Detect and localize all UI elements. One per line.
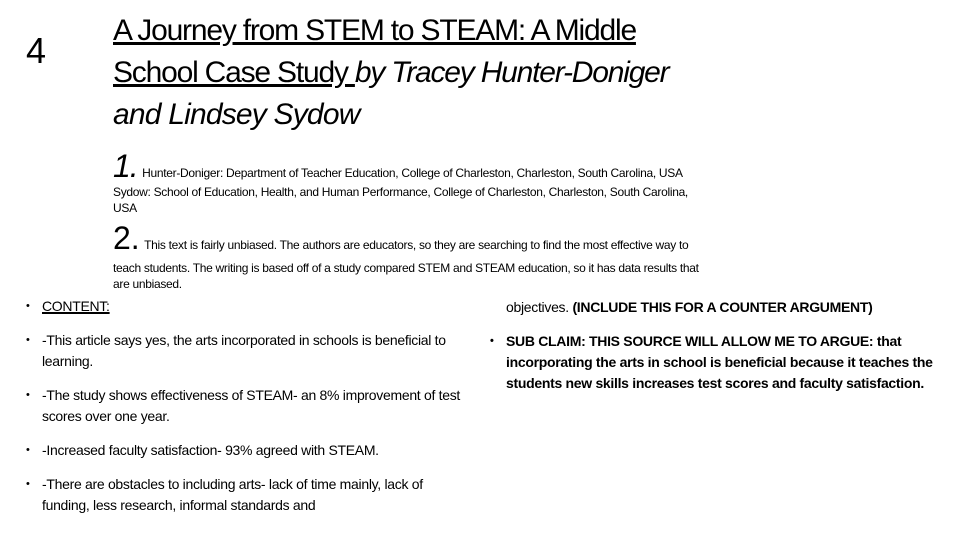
item-1	[113, 148, 683, 185]
bullet: • -There are obstacles to including arts- lack of time mainly, lack of funding, less research, informal standards and	[26, 474, 466, 516]
item-1-cont-line-2: USA	[113, 201, 137, 215]
title-line-2	[113, 56, 668, 90]
right-column	[490, 297, 950, 407]
content-heading	[26, 296, 466, 317]
sub-claim: • SUB CLAIM: THIS SOURCE WILL ALLOW ME TO ARGUE: that incorporating the arts in school is beneficial because it teaches the students new skills increases test scores and faculty satisfaction.	[490, 331, 950, 394]
item-1-marker: 1.	[113, 148, 138, 184]
title-line-3: and Lindsey Sydow	[113, 98, 360, 131]
content-heading-text: CONTENT:	[42, 298, 110, 314]
bullet: • -Increased faculty satisfaction- 93% agreed with STEAM.	[26, 440, 466, 461]
counter-argument-note: (INCLUDE THIS FOR A COUNTER ARGUMENT)	[572, 299, 873, 315]
left-column	[26, 296, 466, 529]
item-2-cont-line: teach students. The writing is based off of a study compared STEM and STEAM education, so it has data results that	[113, 261, 699, 275]
item-2	[113, 220, 688, 257]
item-1-text: Hunter-Doniger: Department of Teacher Education, College of Charleston, Charleston, South Carolina, USA	[142, 166, 683, 180]
title-line-1: A Journey from STEM to STEAM: A Middle	[113, 14, 636, 47]
item-1-continuation	[113, 184, 688, 216]
continuation-text	[490, 297, 950, 318]
item-2-cont-line-2: are unbiased.	[113, 277, 182, 291]
item-2-continuation	[113, 260, 699, 292]
item-2-marker: 2.	[113, 220, 140, 256]
title-authors: by Tracey Hunter-Doniger	[354, 56, 669, 89]
continuation-plain: objectives.	[506, 299, 573, 315]
bullet: • -The study shows effectiveness of STEAM- an 8% improvement of test scores over one year.	[26, 385, 466, 427]
slide-number: 4	[26, 30, 47, 71]
title-underlined: School Case Study	[113, 56, 355, 89]
item-1-cont-line: Sydow: School of Education, Health, and Human Performance, College of Charleston, Charleston, South Carolina,	[113, 185, 688, 199]
bullet: • -This article says yes, the arts incorporated in schools is beneficial to learning.	[26, 330, 466, 372]
item-2-text: This text is fairly unbiased. The authors are educators, so they are searching to find the most effective way to	[144, 238, 689, 252]
